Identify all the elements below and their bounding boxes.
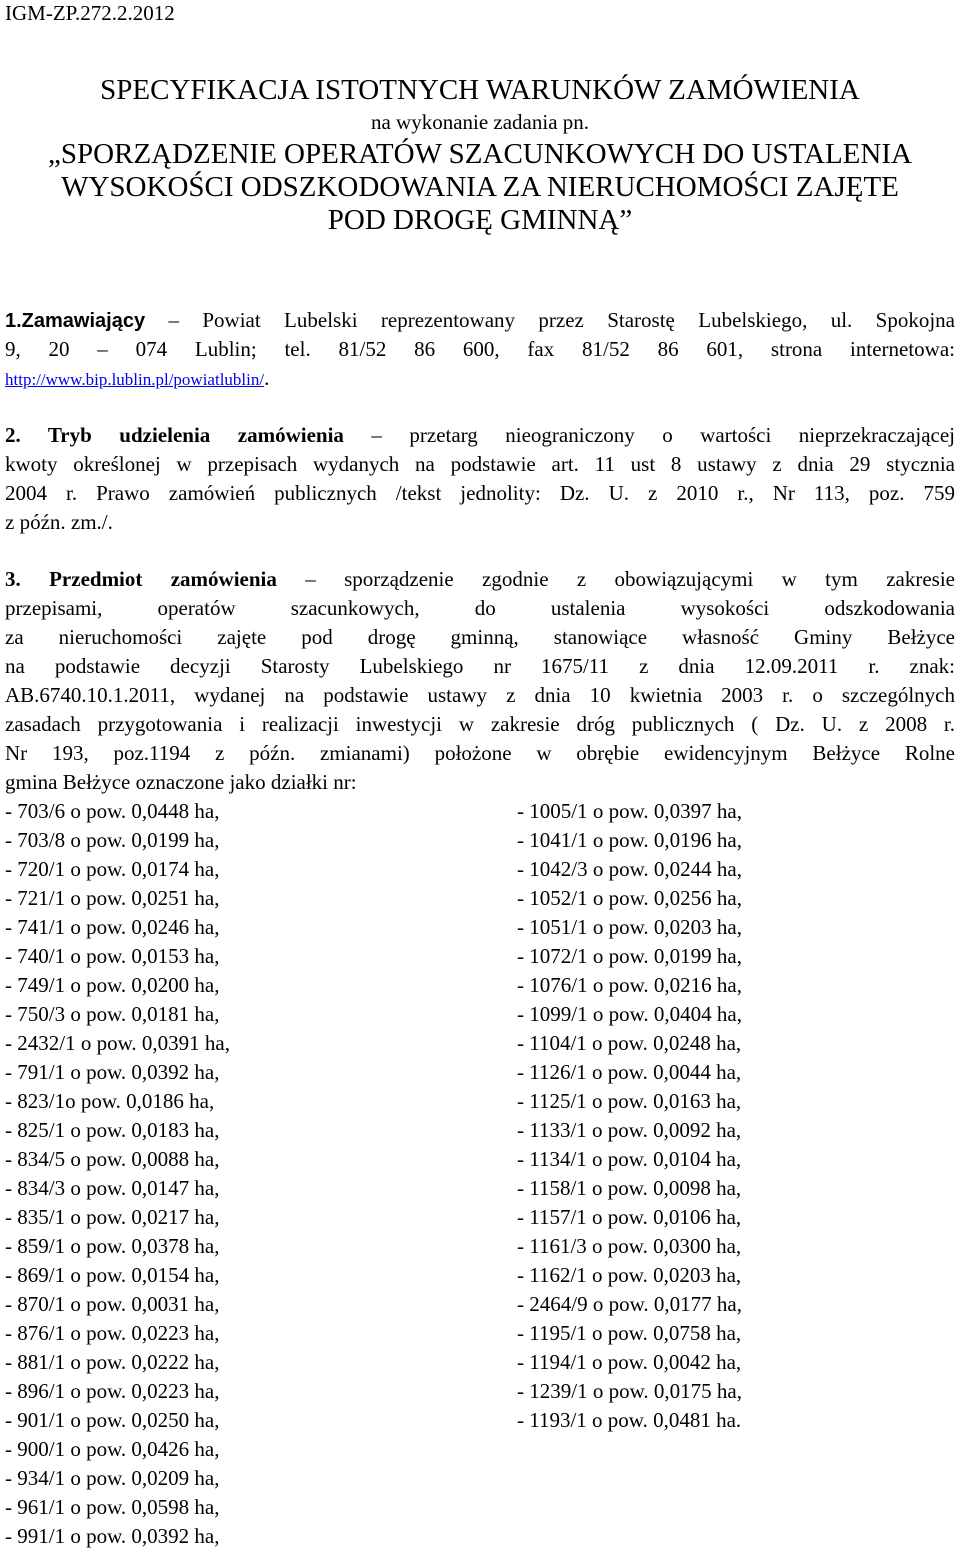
section-2-text: – przetarg nieograniczony o wartości nieprzekraczającej [343, 423, 955, 447]
plot-list-item: - 1239/1 o pow. 0,0175 ha, [517, 1379, 742, 1403]
plot-list-item: - 870/1 o pow. 0,0031 ha, [5, 1292, 220, 1316]
plot-list-item: - 2464/9 o pow. 0,0177 ha, [517, 1292, 742, 1316]
task-name-line-1: „SPORZĄDZENIE OPERATÓW SZACUNKOWYCH DO USTALENIA [48, 138, 912, 170]
plot-list-item: - 1193/1 o pow. 0,0481 ha. [517, 1408, 742, 1432]
plot-list-item: - 934/1 o pow. 0,0209 ha, [5, 1466, 220, 1490]
plot-list-item: - 791/1 o pow. 0,0392 ha, [5, 1060, 220, 1084]
plot-list-item: - 834/5 o pow. 0,0088 ha, [5, 1147, 220, 1171]
section-3-line-2: przepisami, operatów szacunkowych, do ustalenia wysokości odszkodowania [5, 596, 955, 620]
plot-list-item: - 1126/1 o pow. 0,0044 ha, [517, 1060, 742, 1084]
plot-list-item: - 823/1o pow. 0,0186 ha, [5, 1089, 215, 1113]
section-3-line-5: AB.6740.10.1.2011, wydanej na podstawie ustawy z dnia 10 kwietnia 2003 r. o szczególnych [5, 683, 955, 707]
document-title: SPECYFIKACJA ISTOTNYCH WARUNKÓW ZAMÓWIENIA [100, 74, 860, 106]
plot-list-item: - 1125/1 o pow. 0,0163 ha, [517, 1089, 742, 1113]
plot-list-item: - 901/1 o pow. 0,0250 ha, [5, 1408, 220, 1432]
plot-list-item: - 900/1 o pow. 0,0426 ha, [5, 1437, 220, 1461]
section-1-heading: 1.Zamawiający [5, 310, 146, 332]
section-1-line-2: 9, 20 – 074 Lublin; tel. 81/52 86 600, fax 81/52 86 601, strona internetowa: [5, 337, 955, 361]
task-name-line-2: WYSOKOŚCI ODSZKODOWANIA ZA NIERUCHOMOŚCI ZAJĘTE [61, 171, 899, 203]
plot-list-item: - 720/1 o pow. 0,0174 ha, [5, 857, 220, 881]
section-2-line-2: kwoty określonej w przepisach wydanych na podstawie art. 11 ust 8 ustawy z dnia 29 stycznia [5, 452, 955, 476]
section-3-heading: 3. Przedmiot zamówienia [5, 567, 277, 591]
plot-list-item: - 961/1 o pow. 0,0598 ha, [5, 1495, 220, 1519]
plot-list-item: - 1162/1 o pow. 0,0203 ha, [517, 1263, 742, 1287]
plot-list-left-column [5, 797, 230, 1551]
plot-list-item: - 741/1 o pow. 0,0246 ha, [5, 915, 220, 939]
plot-list-item: - 1194/1 o pow. 0,0042 ha, [517, 1350, 742, 1374]
plot-list-item: - 896/1 o pow. 0,0223 ha, [5, 1379, 220, 1403]
section-3-line-6: zasadach przygotowania i realizacji inwestycji w zakresie dróg publicznych ( Dz. U. z 2008 r. [5, 712, 955, 736]
plot-list-item: - 1076/1 o pow. 0,0216 ha, [517, 973, 742, 997]
plot-list-item: - 1158/1 o pow. 0,0098 ha, [517, 1176, 742, 1200]
document-subtitle: na wykonanie zadania pn. [370, 110, 590, 134]
plot-list-item: - 1041/1 o pow. 0,0196 ha, [517, 828, 742, 852]
plot-list-item: - 1099/1 o pow. 0,0404 ha, [517, 1002, 742, 1026]
plot-list-item: - 1051/1 o pow. 0,0203 ha, [517, 915, 742, 939]
section-3-line-4: na podstawie decyzji Starosty Lubelskiego nr 1675/11 z dnia 12.09.2011 r. znak: [5, 654, 955, 678]
section-3-line-1 [5, 565, 955, 594]
section-3-line-3: za nieruchomości zajęte pod drogę gminną, stanowiące własność Gminy Bełżyce [5, 625, 955, 649]
section-2-line-4: z późn. zm./. [5, 510, 113, 534]
plot-list-item: - 881/1 o pow. 0,0222 ha, [5, 1350, 220, 1374]
plot-list-item: - 1072/1 o pow. 0,0199 ha, [517, 944, 742, 968]
plot-list-item: - 2432/1 o pow. 0,0391 ha, [5, 1031, 230, 1055]
section-1-text: – Powiat Lubelski reprezentowany przez Starostę Lubelskiego, ul. Spokojna [145, 308, 955, 332]
plot-list-item: - 721/1 o pow. 0,0251 ha, [5, 886, 220, 910]
plot-list-item: - 703/6 o pow. 0,0448 ha, [5, 799, 220, 823]
plot-list-right-column [517, 797, 742, 1435]
plot-list-item: - 834/3 o pow. 0,0147 ha, [5, 1176, 220, 1200]
plot-list-item: - 1161/3 o pow. 0,0300 ha, [517, 1234, 742, 1258]
section-1-line-3 [5, 364, 955, 394]
plot-list-item: - 703/8 o pow. 0,0199 ha, [5, 828, 220, 852]
plot-list-item: - 749/1 o pow. 0,0200 ha, [5, 973, 220, 997]
plot-list-item: - 869/1 o pow. 0,0154 ha, [5, 1263, 220, 1287]
plot-list-item: - 1134/1 o pow. 0,0104 ha, [517, 1147, 742, 1171]
plot-list-item: - 859/1 o pow. 0,0378 ha, [5, 1234, 220, 1258]
section-3-text: – sporządzenie zgodnie z obowiązującymi w tym zakresie [276, 567, 955, 591]
plot-list-item: - 1052/1 o pow. 0,0256 ha, [517, 886, 742, 910]
section-3-line-8: gmina Bełżyce oznaczone jako działki nr: [5, 770, 357, 794]
plot-list-item: - 835/1 o pow. 0,0217 ha, [5, 1205, 220, 1229]
plot-list-item: - 876/1 o pow. 0,0223 ha, [5, 1321, 220, 1345]
website-link[interactable]: http://www.bip.lublin.pl/powiatlublin/ [5, 370, 265, 389]
plot-list-item: - 1005/1 o pow. 0,0397 ha, [517, 799, 742, 823]
plot-list-item: - 1157/1 o pow. 0,0106 ha, [517, 1205, 742, 1229]
plot-list-item: - 1042/3 o pow. 0,0244 ha, [517, 857, 742, 881]
task-name-line-3: POD DROGĘ GMINNĄ” [327, 204, 633, 236]
section-2-line-1 [5, 421, 955, 450]
link-trailing-period: . [264, 366, 270, 390]
plot-list-item: - 1195/1 o pow. 0,0758 ha, [517, 1321, 742, 1345]
plot-list-item: - 825/1 o pow. 0,0183 ha, [5, 1118, 220, 1142]
plot-list-item: - 750/3 o pow. 0,0181 ha, [5, 1002, 220, 1026]
plot-list-item: - 740/1 o pow. 0,0153 ha, [5, 944, 220, 968]
section-2-heading: 2. Tryb udzielenia zamówienia [5, 423, 344, 447]
document-reference-number: IGM-ZP.272.2.2012 [5, 1, 175, 25]
plot-list-item: - 1104/1 o pow. 0,0248 ha, [517, 1031, 742, 1055]
plot-list-item: - 1133/1 o pow. 0,0092 ha, [517, 1118, 742, 1142]
section-1-line-1 [5, 306, 955, 336]
section-2-line-3: 2004 r. Prawo zamówień publicznych /tekst jednolity: Dz. U. z 2010 r., Nr 113, poz. 759 [5, 481, 955, 505]
section-3-line-7: Nr 193, poz.1194 z późn. zmianami) położone w obrębie ewidencyjnym Bełżyce Rolne [5, 741, 955, 765]
plot-list-item: - 991/1 o pow. 0,0392 ha, [5, 1524, 220, 1548]
